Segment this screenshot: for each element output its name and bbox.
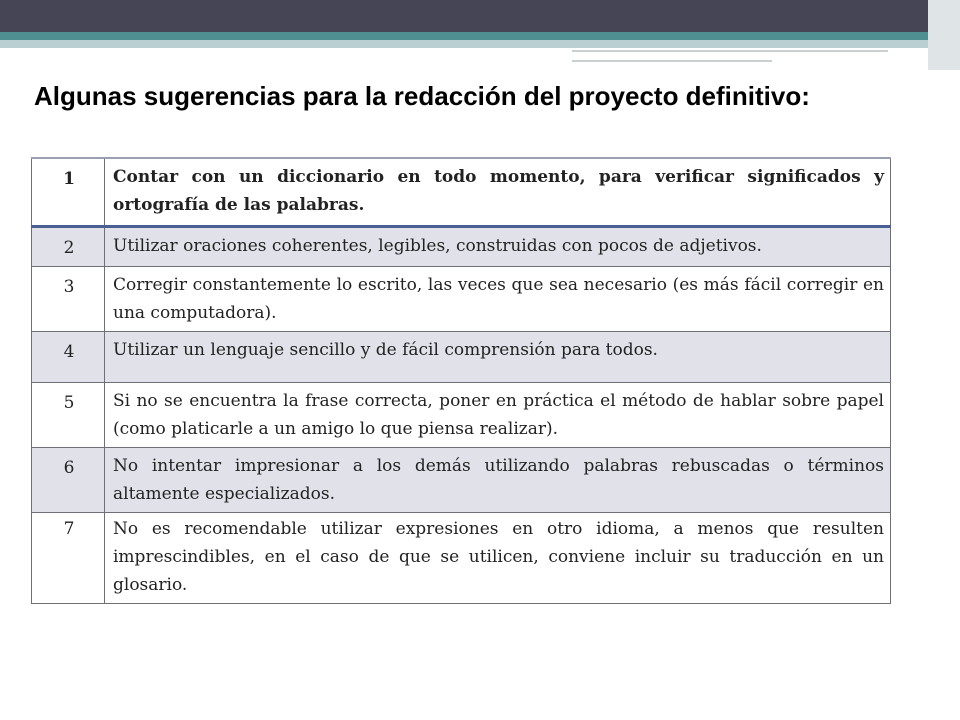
suggestions-table: [31, 157, 891, 604]
header-light-strip: [0, 40, 960, 48]
table-row: [32, 513, 891, 604]
row-number: 2: [32, 227, 105, 267]
header-teal-bar: [0, 32, 960, 40]
table-row: [32, 448, 891, 513]
row-number: 1: [32, 158, 105, 227]
row-number: 7: [32, 513, 105, 604]
row-text: Corregir constantemente lo escrito, las veces que sea necesario (es más fácil corregir en una computadora).: [105, 267, 891, 332]
table-row: [32, 383, 891, 448]
page-title: Algunas sugerencias para la redacción del proyecto definitivo:: [34, 81, 810, 111]
table-row: [32, 158, 891, 227]
table-row: [32, 332, 891, 383]
row-text: Utilizar oraciones coherentes, legibles, construidas con pocos de adjetivos.: [105, 227, 891, 267]
row-text: No intentar impresionar a los demás utilizando palabras rebuscadas o términos altamente especializados.: [105, 448, 891, 513]
header-corner-decoration: [928, 0, 960, 70]
row-text: No es recomendable utilizar expresiones en otro idioma, a menos que resulten imprescindibles, en el caso de que se utilicen, conviene incluir su traducción en un glosario.: [105, 513, 891, 604]
row-text: Utilizar un lenguaje sencillo y de fácil comprensión para todos.: [105, 332, 891, 383]
row-number: 4: [32, 332, 105, 383]
header-deco-line-short: [572, 60, 772, 62]
row-number: 3: [32, 267, 105, 332]
header-dark-bar: [0, 0, 960, 32]
table-row: [32, 227, 891, 267]
row-text: Contar con un diccionario en todo momento, para verificar significados y ortografía de las palabras.: [105, 158, 891, 227]
row-text: Si no se encuentra la frase correcta, poner en práctica el método de hablar sobre papel (como platicarle a un amigo lo que piensa realizar).: [105, 383, 891, 448]
row-number: 5: [32, 383, 105, 448]
row-number: 6: [32, 448, 105, 513]
table-row: [32, 267, 891, 332]
header-deco-line: [572, 50, 888, 52]
